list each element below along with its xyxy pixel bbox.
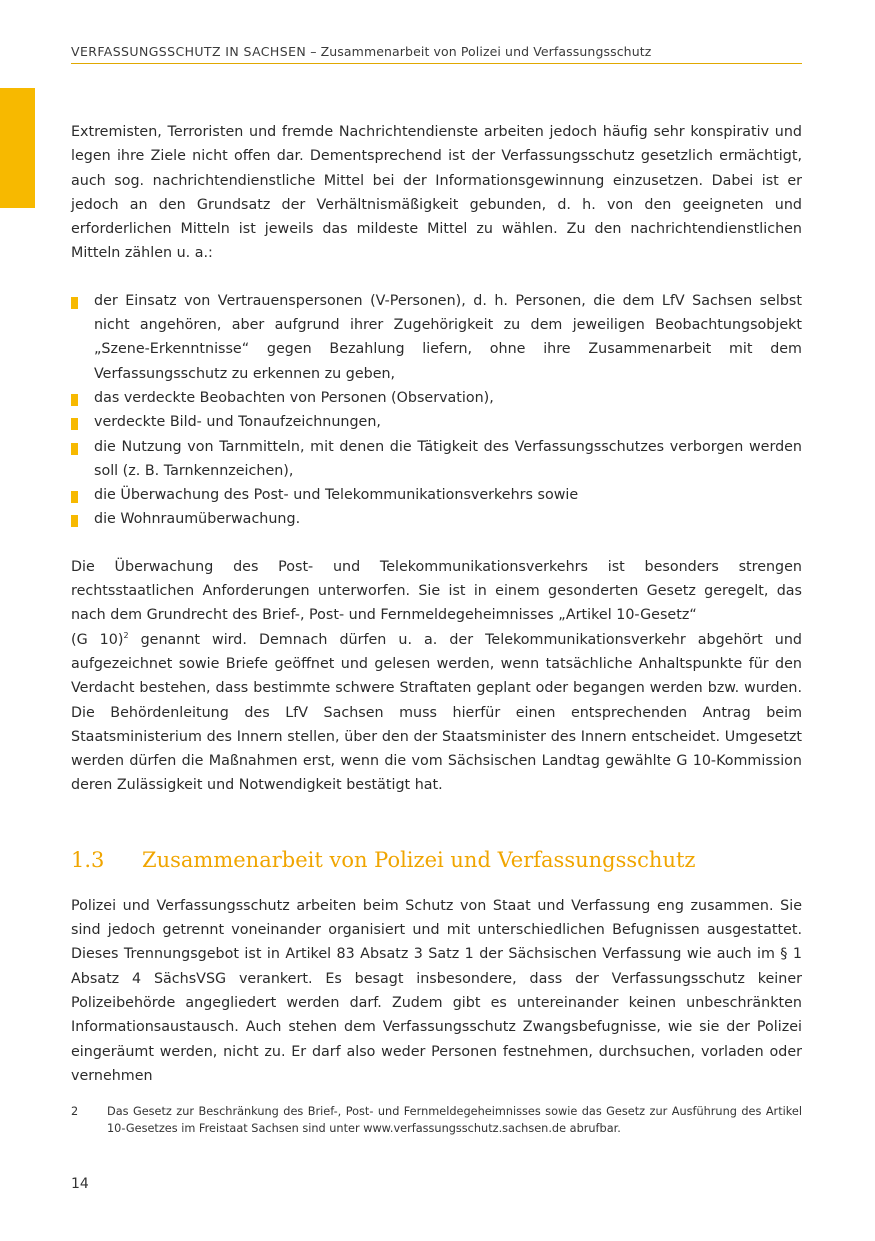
page-number: 14 bbox=[71, 1176, 89, 1192]
list-item-text: verdeckte Bild- und Tonaufzeichnungen, bbox=[94, 414, 381, 431]
footnote-text: Das Gesetz zur Beschränkung des Brief-, Post- und Fernmeldegeheimnisses sowie das Gesetz zur Ausführung des Artikel 10-Gesetzes im Freistaat Sachsen sind unter www.verfassungsschutz.sachsen.de abrufbar. bbox=[107, 1105, 802, 1135]
list-item bbox=[71, 483, 802, 507]
list-item bbox=[71, 507, 802, 531]
g10-text-part3: genannt wird. Demnach dürfen u. a. der Telekommunikationsverkehr abgehört und aufgezeichnet sowie Briefe geöffnet und gelesen werden, wenn tatsächliche Anhaltspunkte für den Verdacht bestehen, dass bestimmte schwere Straftaten geplant oder begangen werden bzw. wurden. Die Behördenleitung des LfV Sachsen muss hierfür einen entsprechenden Antrag beim Staatsministerium des Innern stellen, über den der Staatsminister des Innern entscheidet. Umgesetzt werden dürfen die Maßnahmen erst, wenn die vom Sächsischen Landtag gewählte G 10-Kommission deren Zulässigkeit und Notwendigkeit bestätigt hat. bbox=[71, 631, 802, 794]
header-subtitle: Zusammenarbeit von Polizei und Verfassungsschutz bbox=[320, 44, 652, 59]
chapter-side-tab bbox=[0, 88, 35, 208]
g10-text-part2: (G 10) bbox=[71, 631, 124, 648]
bullet-square-icon bbox=[71, 443, 78, 455]
main-content bbox=[71, 120, 802, 1088]
bullet-square-icon bbox=[71, 297, 78, 309]
list-item-text: die Nutzung von Tarnmitteln, mit denen die Tätigkeit des Verfassungsschutzes verborgen werden soll (z. B. Tarnkennzeichen), bbox=[94, 438, 802, 479]
section-heading bbox=[71, 845, 802, 875]
bullet-square-icon bbox=[71, 394, 78, 406]
footnote-reference: 2 bbox=[123, 630, 129, 640]
section-title: Zusammenarbeit von Polizei und Verfassungsschutz bbox=[142, 847, 696, 872]
list-item-text: der Einsatz von Vertrauenspersonen (V-Personen), d. h. Personen, die dem LfV Sachsen selbst nicht angehören, aber aufgrund ihrer Zugehörigkeit zu dem jeweiligen Beobachtungsobjekt „Szene-Erkenntnisse“ gegen Bezahlung liefern, ohne ihre Zusammenarbeit mit dem Verfassungsschutz zu erkennen zu geben, bbox=[94, 292, 802, 382]
section-paragraph: Polizei und Verfassungsschutz arbeiten beim Schutz von Staat und Verfassung eng zusammen. Sie sind jedoch getrennt voneinander organisiert und mit unterschiedlichen Befugnissen ausgestattet. Dieses Trennungsgebot ist in Artikel 83 Absatz 3 Satz 1 der Sächsischen Verfassung wie auch im § 1 Absatz 4 SächsVSG verankert. Es besagt insbesondere, dass der Verfassungsschutz keiner Polizeibehörde angegliedert werden darf. Zudem gibt es untereinander keinen unbeschränkten Informationsaustausch. Auch stehen dem Verfassungsschutz Zwangsbefugnisse, wie sie der Polizei eingeräumt werden, nicht zu. Er darf also weder Personen festnehmen, durchsuchen, vorladen oder vernehmen bbox=[71, 897, 802, 1084]
header-separator: – bbox=[306, 44, 321, 59]
means-list bbox=[71, 289, 802, 532]
bullet-square-icon bbox=[71, 491, 78, 503]
bullet-square-icon bbox=[71, 418, 78, 430]
footnote bbox=[71, 1103, 802, 1137]
bullet-square-icon bbox=[71, 515, 78, 527]
list-item bbox=[71, 386, 802, 410]
g10-paragraph bbox=[71, 555, 802, 798]
intro-paragraph: Extremisten, Terroristen und fremde Nachrichtendienste arbeiten jedoch häufig sehr konspirativ und legen ihre Ziele nicht offen dar. Dementsprechend ist der Verfassungsschutz gesetzlich ermächtigt, auch sog. nachrichtendienstliche Mittel bei der Informationsgewinnung einzusetzen. Dabei ist er jedoch an den Grundsatz der Verhältnismäßigkeit gebunden, d. h. von den geeigneten und erforderlichen Mitteln ist jeweils das mildeste Mittel zu wählen. Zu den nachrichtendienstlichen Mitteln zählen u. a.: bbox=[71, 124, 802, 262]
list-item bbox=[71, 435, 802, 484]
list-item-text: das verdeckte Beobachten von Personen (Observation), bbox=[94, 389, 494, 406]
footnote-number: 2 bbox=[71, 1105, 79, 1118]
section-number: 1.3 bbox=[71, 847, 105, 872]
list-item-text: die Überwachung des Post- und Telekommunikationsverkehrs sowie bbox=[94, 487, 579, 504]
list-item bbox=[71, 410, 802, 434]
running-header bbox=[71, 44, 802, 64]
header-caps: VERFASSUNGSSCHUTZ IN SACHSEN bbox=[71, 44, 307, 59]
g10-text-part1: Die Überwachung des Post- und Telekommunikationsverkehrs ist besonders strengen rechtsstaatlichen Anforderungen unterworfen. Sie ist in einem gesonderten Gesetz geregelt, das nach dem Grundrecht des Brief-, Post- und Fernmeldegeheimnisses „Artikel 10-Gesetz“ bbox=[71, 558, 802, 624]
list-item bbox=[71, 289, 802, 386]
list-item-text: die Wohnraumüberwachung. bbox=[94, 511, 301, 528]
